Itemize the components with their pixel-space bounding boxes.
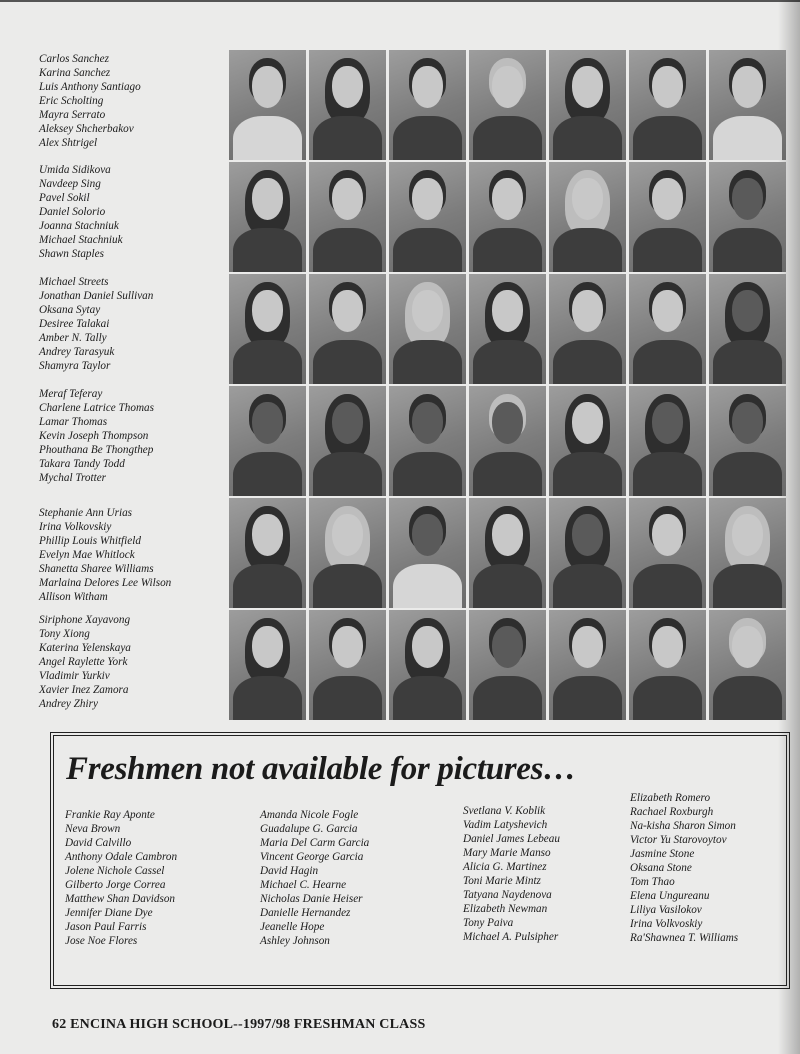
portrait-body: [393, 116, 462, 160]
absent-column-2: [260, 808, 369, 948]
student-name: Xavier Inez Zamora: [39, 684, 129, 696]
portrait-body: [233, 564, 302, 608]
student-name: Mayra Serrato: [39, 109, 106, 121]
student-name: Siriphone Xayavong: [39, 614, 131, 626]
portrait-face: [492, 178, 523, 220]
portrait-face: [572, 66, 603, 108]
student-portrait: [469, 274, 546, 384]
portrait-face: [572, 626, 603, 668]
student-name: Navdeep Sing: [39, 178, 101, 190]
portrait-body: [313, 452, 382, 496]
portrait-body: [473, 676, 542, 720]
absent-student-name: Guadalupe G. Garcia: [260, 823, 358, 835]
portrait-face: [252, 626, 283, 668]
student-name: Amber N. Tally: [39, 332, 107, 344]
student-name: Marlaina Delores Lee Wilson: [39, 577, 172, 589]
student-name: Takara Tandy Todd: [39, 458, 125, 470]
student-portrait: [229, 498, 306, 608]
name-list-row-4: [39, 387, 224, 485]
student-portrait: [469, 50, 546, 160]
student-name: Evelyn Mae Whitlock: [39, 549, 135, 561]
portrait-body: [313, 116, 382, 160]
portrait-face: [332, 178, 363, 220]
portrait-body: [553, 452, 622, 496]
student-name: Alex Shtrigel: [39, 137, 98, 149]
portrait-body: [313, 564, 382, 608]
absent-student-name: Tony Paiva: [463, 917, 514, 929]
student-portrait: [229, 50, 306, 160]
portrait-face: [252, 66, 283, 108]
student-portrait: [469, 498, 546, 608]
absent-student-name: Anthony Odale Cambron: [65, 851, 178, 863]
page-footer: [52, 1017, 425, 1033]
student-portrait: [629, 610, 706, 720]
portrait-body: [633, 564, 702, 608]
portrait-body: [393, 676, 462, 720]
student-portrait: [709, 610, 786, 720]
student-portrait: [629, 498, 706, 608]
student-portrait: [389, 610, 466, 720]
name-list-row-5: [39, 506, 224, 604]
absent-student-name: Danielle Hernandez: [260, 907, 351, 919]
absent-student-name: Amanda Nicole Fogle: [260, 809, 359, 821]
student-name: Katerina Yelenskaya: [39, 642, 131, 654]
portrait-body: [233, 340, 302, 384]
student-portrait: [229, 610, 306, 720]
student-name: Carlos Sanchez: [39, 53, 109, 65]
student-portrait: [389, 274, 466, 384]
absent-student-name: Jennifer Diane Dye: [65, 907, 153, 919]
student-portrait: [709, 498, 786, 608]
student-portrait: [389, 50, 466, 160]
portrait-face: [732, 514, 763, 556]
portrait-body: [313, 228, 382, 272]
portrait-body: [713, 452, 782, 496]
absent-student-name: Jose Noe Flores: [65, 935, 138, 947]
name-list-row-3: [39, 275, 224, 373]
portrait-body: [313, 676, 382, 720]
portrait-face: [652, 178, 683, 220]
student-name: Andrey Zhiry: [39, 698, 98, 710]
portrait-grid: [229, 50, 786, 720]
portrait-face: [652, 66, 683, 108]
portrait-face: [572, 178, 603, 220]
portrait-face: [492, 626, 523, 668]
student-name: Daniel Solorio: [39, 206, 106, 218]
portrait-body: [713, 340, 782, 384]
absent-student-name: Ashley Johnson: [260, 935, 330, 947]
student-portrait: [549, 274, 626, 384]
student-name: Angel Raylette York: [39, 656, 128, 668]
student-name: Shawn Staples: [39, 248, 104, 260]
student-name: Charlene Latrice Thomas: [39, 402, 154, 414]
student-portrait: [469, 610, 546, 720]
absent-student-name: David Hagin: [260, 865, 319, 877]
portrait-body: [233, 676, 302, 720]
student-name: Shanetta Sharee Williams: [39, 563, 154, 575]
student-portrait: [309, 386, 386, 496]
portrait-face: [652, 402, 683, 444]
student-name: Umida Sidikova: [39, 164, 111, 176]
student-name: Andrey Tarasyuk: [39, 346, 115, 358]
portrait-face: [412, 402, 443, 444]
portrait-face: [332, 514, 363, 556]
absent-student-name: Jeanelle Hope: [260, 921, 325, 933]
absent-student-name: Neva Brown: [65, 823, 121, 835]
portrait-body: [553, 564, 622, 608]
absent-student-name: Nicholas Danie Heiser: [260, 893, 363, 905]
student-portrait: [229, 162, 306, 272]
absent-student-name: Svetlana V. Koblik: [463, 805, 546, 817]
student-portrait: [469, 386, 546, 496]
page-number: 62: [52, 1017, 67, 1032]
portrait-face: [412, 290, 443, 332]
portrait-face: [252, 402, 283, 444]
portrait-face: [412, 178, 443, 220]
student-portrait: [629, 162, 706, 272]
portrait-body: [233, 228, 302, 272]
student-name: Michael Streets: [39, 276, 109, 288]
absent-student-name: Irina Volkvoskiy: [630, 918, 703, 930]
student-name: Tony Xiong: [39, 628, 90, 640]
portrait-body: [473, 340, 542, 384]
absent-heading: Freshmen not available for pictures…: [66, 751, 576, 787]
portrait-body: [713, 116, 782, 160]
portrait-face: [652, 626, 683, 668]
student-portrait: [709, 162, 786, 272]
student-portrait: [549, 386, 626, 496]
absent-column-4: [630, 791, 738, 945]
student-portrait: [389, 162, 466, 272]
portrait-face: [492, 514, 523, 556]
portrait-body: [393, 452, 462, 496]
student-name: Vladimir Yurkiv: [39, 670, 110, 682]
portrait-body: [393, 340, 462, 384]
student-name: Irina Volkovskiy: [39, 521, 112, 533]
student-name: Desiree Talakai: [39, 318, 110, 330]
portrait-face: [492, 66, 523, 108]
student-portrait: [629, 50, 706, 160]
absent-student-name: Michael A. Pulsipher: [463, 931, 559, 943]
absent-student-name: Victor Yu Starovoytov: [630, 834, 727, 846]
student-name: Kevin Joseph Thompson: [39, 430, 149, 442]
portrait-face: [332, 66, 363, 108]
portrait-body: [633, 340, 702, 384]
absent-student-name: Elizabeth Newman: [463, 903, 548, 915]
student-portrait: [549, 498, 626, 608]
footer-caption: ENCINA HIGH SCHOOL--1997/98 FRESHMAN CLASS: [70, 1017, 426, 1032]
absent-student-name: Elena Ungureanu: [630, 890, 710, 902]
portrait-face: [492, 402, 523, 444]
absent-students-box: [50, 732, 790, 989]
student-portrait: [549, 610, 626, 720]
absent-student-name: Na-kisha Sharon Simon: [630, 820, 736, 832]
portrait-body: [553, 676, 622, 720]
portrait-body: [633, 676, 702, 720]
portrait-body: [473, 564, 542, 608]
portrait-body: [473, 116, 542, 160]
portrait-face: [572, 290, 603, 332]
portrait-face: [652, 514, 683, 556]
portrait-body: [313, 340, 382, 384]
absent-student-name: Toni Marie Mintz: [463, 875, 541, 887]
portrait-face: [652, 290, 683, 332]
absent-student-name: Mary Marie Manso: [463, 847, 551, 859]
student-portrait: [469, 162, 546, 272]
student-portrait: [309, 50, 386, 160]
absent-student-name: Oksana Stone: [630, 862, 692, 874]
absent-student-name: Maria Del Carm Garcia: [260, 837, 370, 849]
portrait-face: [732, 178, 763, 220]
student-portrait: [309, 162, 386, 272]
student-name: Phillip Louis Whitfield: [39, 535, 141, 547]
portrait-face: [332, 290, 363, 332]
absent-student-name: Matthew Shan Davidson: [65, 893, 176, 905]
student-name: Stephanie Ann Urias: [39, 507, 133, 519]
portrait-body: [393, 228, 462, 272]
top-rule: [0, 0, 800, 2]
absent-student-name: Daniel James Lebeau: [463, 833, 560, 845]
portrait-body: [633, 228, 702, 272]
portrait-face: [332, 402, 363, 444]
portrait-body: [713, 228, 782, 272]
portrait-body: [473, 228, 542, 272]
student-name: Jonathan Daniel Sullivan: [39, 290, 154, 302]
student-name: Mychal Trotter: [39, 472, 107, 484]
absent-student-name: Jolene Nichole Cassel: [65, 865, 165, 877]
absent-column-1: [65, 808, 177, 948]
student-name: Luis Anthony Santiago: [39, 81, 141, 93]
portrait-face: [252, 514, 283, 556]
absent-student-name: Frankie Ray Aponte: [65, 809, 155, 821]
student-name: Allison Witham: [39, 591, 108, 603]
student-name: Phouthana Be Thongthep: [39, 444, 154, 456]
student-portrait: [549, 50, 626, 160]
portrait-body: [473, 452, 542, 496]
portrait-face: [412, 626, 443, 668]
student-portrait: [309, 274, 386, 384]
student-name: Pavel Sokil: [39, 192, 90, 204]
portrait-body: [233, 452, 302, 496]
absent-column-3: [463, 804, 560, 944]
portrait-body: [553, 116, 622, 160]
absent-student-name: Tatyana Naydenova: [463, 889, 552, 901]
portrait-face: [732, 290, 763, 332]
absent-student-name: Rachael Roxburgh: [630, 806, 714, 818]
absent-student-name: Gilberto Jorge Correa: [65, 879, 166, 891]
name-list-row-2: [39, 163, 224, 261]
portrait-face: [572, 402, 603, 444]
student-portrait: [389, 386, 466, 496]
portrait-body: [713, 676, 782, 720]
absent-student-name: Alicia G. Martinez: [463, 861, 547, 873]
name-list-row-6: [39, 613, 224, 711]
student-portrait: [709, 274, 786, 384]
student-name: Eric Scholting: [39, 95, 104, 107]
portrait-body: [553, 340, 622, 384]
portrait-face: [572, 514, 603, 556]
absent-student-name: Ra'Shawnea T. Williams: [630, 932, 739, 944]
portrait-face: [412, 514, 443, 556]
student-name: Oksana Sytay: [39, 304, 101, 316]
portrait-face: [252, 290, 283, 332]
absent-student-name: Vincent George Garcia: [260, 851, 364, 863]
student-name: Meraf Teferay: [39, 388, 103, 400]
absent-student-name: Jasmine Stone: [630, 848, 695, 860]
student-portrait: [309, 610, 386, 720]
student-name: Shamyra Taylor: [39, 360, 111, 372]
student-portrait: [629, 274, 706, 384]
portrait-body: [393, 564, 462, 608]
student-name: Michael Stachniuk: [39, 234, 123, 246]
student-portrait: [629, 386, 706, 496]
portrait-face: [412, 66, 443, 108]
student-name: Aleksey Shcherbakov: [39, 123, 134, 135]
portrait-face: [332, 626, 363, 668]
portrait-body: [633, 116, 702, 160]
portrait-body: [713, 564, 782, 608]
absent-student-name: Liliya Vasilokov: [630, 904, 702, 916]
portrait-body: [633, 452, 702, 496]
absent-student-name: David Calvillo: [65, 837, 132, 849]
student-portrait: [229, 274, 306, 384]
student-name: Lamar Thomas: [39, 416, 108, 428]
student-portrait: [389, 498, 466, 608]
portrait-body: [553, 228, 622, 272]
portrait-face: [492, 290, 523, 332]
student-name: Joanna Stachniuk: [39, 220, 119, 232]
student-portrait: [709, 50, 786, 160]
absent-student-name: Elizabeth Romero: [630, 792, 711, 804]
portrait-body: [233, 116, 302, 160]
student-portrait: [229, 386, 306, 496]
student-portrait: [709, 386, 786, 496]
portrait-face: [252, 178, 283, 220]
portrait-face: [732, 626, 763, 668]
portrait-face: [732, 402, 763, 444]
portrait-face: [732, 66, 763, 108]
student-portrait: [309, 498, 386, 608]
student-name: Karina Sanchez: [39, 67, 111, 79]
absent-student-name: Michael C. Hearne: [260, 879, 347, 891]
absent-student-name: Vadim Latyshevich: [463, 819, 548, 831]
absent-student-name: Jason Paul Farris: [65, 921, 147, 933]
absent-student-name: Tom Thao: [630, 876, 675, 888]
name-list-row-1: [39, 52, 224, 150]
student-portrait: [549, 162, 626, 272]
